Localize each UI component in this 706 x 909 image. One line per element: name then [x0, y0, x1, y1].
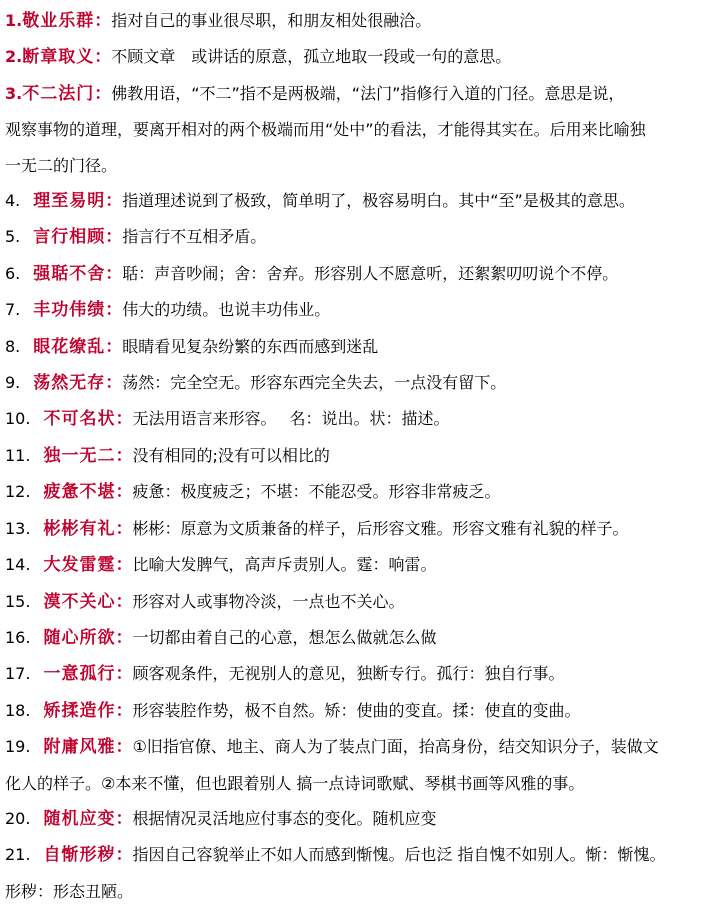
idiom-definition: 疲惫：极度疲乏；不堪：不能忍受。形容非常疲乏。 — [132, 482, 501, 502]
idiom-name: 断章取义 — [22, 47, 95, 68]
idiom-item — [5, 620, 704, 656]
idiom-item-continuation — [5, 874, 704, 909]
idiom-name-colon: ： — [94, 83, 112, 104]
idiom-definition-continued: 化人的样子。②本来不懂，但也跟着别人 搞一点诗词歌赋、琴棋书画等风雅的事。 — [5, 773, 585, 793]
idiom-name: 言行相顾 — [33, 227, 106, 248]
idiom-name-colon: ： — [105, 336, 123, 357]
item-number: 2. — [5, 47, 23, 67]
item-number: 10. — [5, 409, 31, 429]
idiom-name-colon: ： — [94, 47, 112, 68]
idiom-definition: 比喻大发脾气，高声斥责别人。霆：响雷。 — [132, 555, 437, 575]
idiom-definition: 指因自己容貌举止不如人而感到惭愧。后也泛 指自愧不如别人。惭：惭愧。 — [132, 845, 666, 865]
idiom-name-colon: ： — [115, 664, 133, 685]
idiom-name: 附庸风雅 — [43, 737, 116, 758]
idiom-name-colon: ： — [115, 409, 133, 430]
idiom-item — [5, 219, 704, 255]
idiom-name: 独一无二 — [43, 445, 116, 466]
idiom-name: 漠不关心 — [43, 591, 116, 612]
idiom-name-colon: ： — [115, 700, 133, 721]
item-number: 16. — [5, 627, 31, 647]
item-number: 15. — [5, 591, 31, 611]
idiom-definition-continued: 一无二的门径。 — [5, 155, 118, 175]
item-number: 6. — [5, 263, 21, 283]
item-number: 9. — [5, 373, 21, 393]
idiom-name-colon: ： — [115, 445, 133, 466]
idiom-name: 荡然无存 — [33, 373, 106, 394]
idiom-name: 一意孤行 — [43, 664, 116, 685]
idiom-item-continuation — [5, 112, 704, 147]
idiom-definition: 无法用语言来形容。 名：说出。状：描述。 — [132, 409, 450, 429]
idiom-name-colon: ： — [115, 555, 133, 576]
idiom-item — [5, 292, 704, 328]
idiom-name: 理至易明 — [33, 191, 106, 212]
idiom-name-colon: ： — [115, 627, 133, 648]
idiom-name-colon: ： — [115, 482, 133, 503]
idiom-definition: 不顾文章 或讲话的原意，孤立地取一段或一句的意思。 — [111, 47, 512, 67]
idiom-definition: 没有相同的;没有可以相比的 — [132, 445, 330, 465]
idiom-definition: 佛教用语，“不二”指不是两极端，“法门”指修行入道的门径。意思是说， — [111, 83, 625, 103]
idiom-definition: 指对自己的事业很尽职，和朋友相处很融洽。 — [111, 11, 432, 30]
item-number: 1. — [5, 11, 23, 30]
idiom-definition: 根据情况灵活地应付事态的变化。随机应变 — [132, 808, 437, 828]
idiom-name: 随机应变 — [43, 808, 116, 829]
idiom-definition: 顾客观条件，无视别人的意见，独断专行。孤行：独自行事。 — [132, 664, 565, 684]
idiom-name-colon: ： — [115, 737, 133, 758]
idiom-definition: 聒：声音吵闹；舍：舍弃。形容别人不愿意听，还絮絮叨叨说个不停。 — [122, 263, 619, 283]
idiom-item — [5, 401, 704, 437]
item-number: 13. — [5, 518, 31, 538]
item-number: 12. — [5, 482, 31, 502]
item-number: 17. — [5, 664, 31, 684]
idiom-name-colon: ： — [105, 300, 123, 321]
idiom-name: 不可名状 — [43, 409, 116, 430]
idiom-definition: 彬彬：原意为文质兼备的样子，后形容文雅。形容文雅有礼貌的样子。 — [132, 518, 629, 538]
idiom-name: 矫揉造作 — [43, 700, 116, 721]
idiom-name-colon: ： — [105, 227, 123, 248]
idiom-item — [5, 837, 704, 873]
idiom-name-colon: ： — [94, 11, 112, 31]
idiom-item — [5, 656, 704, 692]
idiom-definition: 指道理述说到了极致，简单明了，极容易明白。其中“至”是极其的意思。 — [122, 191, 635, 211]
item-number: 21. — [5, 845, 31, 865]
idiom-name-colon: ： — [115, 845, 133, 866]
item-number: 3. — [5, 83, 23, 103]
idiom-item — [5, 511, 704, 547]
idiom-item-continuation — [5, 148, 704, 183]
idiom-name: 强聒不舍 — [33, 263, 106, 284]
idiom-definition: ①旧指官僚、地主、商人为了装点门面，抬高身份，结交知识分子，装做文 — [132, 737, 659, 757]
item-number: 20. — [5, 808, 31, 828]
idiom-item — [5, 801, 704, 837]
idiom-item — [5, 256, 704, 292]
idiom-name: 随心所欲 — [43, 627, 116, 648]
item-number: 11. — [5, 445, 31, 465]
item-number: 4. — [5, 191, 21, 211]
idiom-name-colon: ： — [105, 191, 123, 212]
idiom-name-colon: ： — [105, 373, 123, 394]
idiom-definition-continued: 形秽：形态丑陋。 — [5, 881, 134, 901]
idiom-name: 彬彬有礼 — [43, 518, 116, 539]
idiom-name: 自惭形秽 — [43, 845, 116, 866]
idiom-item — [5, 365, 704, 401]
idiom-item — [5, 474, 704, 510]
idiom-name-colon: ： — [105, 263, 123, 284]
idiom-name: 丰功伟绩 — [33, 300, 106, 321]
idiom-name: 疲惫不堪 — [43, 482, 116, 503]
idiom-item — [5, 329, 704, 365]
idiom-definition: 荡然：完全空无。形容东西完全失去，一点没有留下。 — [122, 373, 507, 393]
idiom-name: 敬业乐群 — [22, 11, 95, 31]
idiom-definition: 形容对人或事物冷淡，一点也不关心。 — [132, 591, 405, 611]
item-number: 19. — [5, 737, 31, 757]
idiom-list — [5, 3, 704, 909]
idiom-item — [5, 3, 704, 39]
idiom-item — [5, 729, 704, 765]
idiom-definition: 一切都由着自己的心意，想怎么做就怎么做 — [132, 627, 437, 647]
idiom-item-continuation — [5, 766, 704, 801]
idiom-item — [5, 547, 704, 583]
idiom-name-colon: ： — [115, 518, 133, 539]
item-number: 18. — [5, 700, 31, 720]
item-number: 8. — [5, 336, 21, 356]
idiom-name: 不二法门 — [22, 83, 95, 104]
idiom-name: 眼花缭乱 — [33, 336, 106, 357]
idiom-item — [5, 438, 704, 474]
idiom-definition: 伟大的功绩。也说丰功伟业。 — [122, 300, 331, 320]
idiom-name-colon: ： — [115, 591, 133, 612]
idiom-definition: 形容装腔作势，极不自然。矫：使曲的变直。揉：使直的变曲。 — [132, 700, 581, 720]
idiom-name-colon: ： — [115, 808, 133, 829]
item-number: 14. — [5, 555, 31, 575]
item-number: 5. — [5, 227, 21, 247]
item-number: 7. — [5, 300, 21, 320]
idiom-name: 大发雷霆 — [43, 555, 116, 576]
idiom-definition-continued: 观察事物的道理，要离开相对的两个极端而用“处中”的看法，才能得其实在。后用来比喻独 — [5, 120, 646, 140]
idiom-definition: 眼睛看见复杂纷繁的东西而感到迷乱 — [122, 336, 379, 356]
idiom-item — [5, 183, 704, 219]
idiom-definition: 指言行不互相矛盾。 — [122, 227, 267, 247]
idiom-item — [5, 693, 704, 729]
idiom-item — [5, 584, 704, 620]
idiom-item — [5, 39, 704, 75]
idiom-item — [5, 76, 704, 112]
